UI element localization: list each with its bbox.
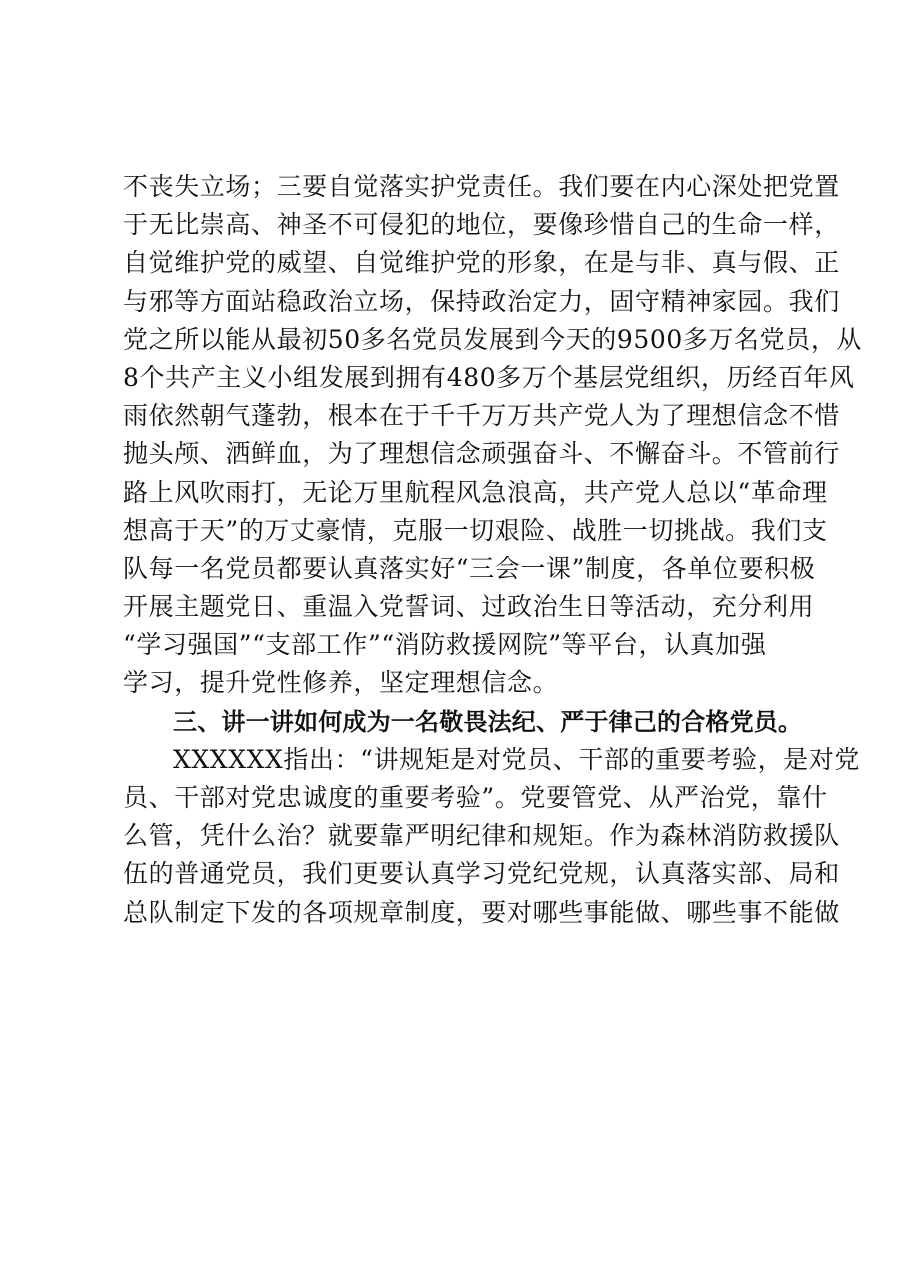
document-body — [123, 168, 863, 932]
text-line: 伍的普通党员，我们更要认真学习党纪党规，认真落实部、局和 — [123, 859, 840, 889]
text-line: 想高于天”的万丈豪情，克服一切艰险、战胜一切挑战。我们支 — [123, 515, 828, 545]
text-line: 自觉维护党的威望、自觉维护党的形象，在是与非、真与假、正 — [123, 248, 840, 278]
text-line: 抛头颅、洒鲜血，为了理想信念顽强奋斗、不懈奋斗。不管前行 — [123, 439, 840, 469]
text-line: 开展主题党日、重温入党誓词、过政治生日等活动，充分利用 — [123, 592, 815, 622]
text-line: 队每一名党员都要认真落实好“三会一课”制度，各单位要积极 — [123, 553, 816, 583]
text-line: 8个共产主义小组发展到拥有480多万个基层党组织，历经百年风 — [123, 362, 855, 392]
text-line: 与邪等方面站稳政治立场，保持政治定力，固守精神家园。我们 — [123, 286, 840, 316]
text-line: 于无比崇高、神圣不可侵犯的地位，要像珍惜自己的生命一样， — [123, 210, 840, 240]
text-line: 总队制定下发的各项规章制度，要对哪些事能做、哪些事不能做 — [123, 897, 840, 927]
text-line: 学习，提升党性修养，坚定理想信念。 — [123, 668, 559, 698]
text-line: 党之所以能从最初50多名党员发展到今天的9500多万名党员，从 — [123, 324, 863, 354]
text-line: 员、干部对党忠诚度的重要考验”。党要管党、从严治党，靠什 — [123, 783, 828, 812]
text-line: 路上风吹雨打，无论万里航程风急浪高，共产党人总以“革命理 — [123, 477, 828, 507]
section-heading: 三、讲一讲如何成为一名敬畏法纪、严于律己的合格党员。 — [173, 707, 803, 736]
text-line: 不丧失立场；三要自觉落实护党责任。我们要在内心深处把党置 — [123, 172, 840, 201]
text-line: 么管，凭什么治？就要靠严明纪律和规矩。作为森林消防救援队 — [123, 821, 840, 851]
text-line: 雨依然朝气蓬勃，根本在于千千万万共产党人为了理想信念不惜 — [123, 401, 840, 431]
text-line: “学习强国”“支部工作”“消防救援网院”等平台，认真加强 — [123, 630, 767, 660]
paragraph-first-line: XXXXXX指出：“讲规矩是对党员、干部的重要考验，是对党 — [173, 744, 860, 774]
